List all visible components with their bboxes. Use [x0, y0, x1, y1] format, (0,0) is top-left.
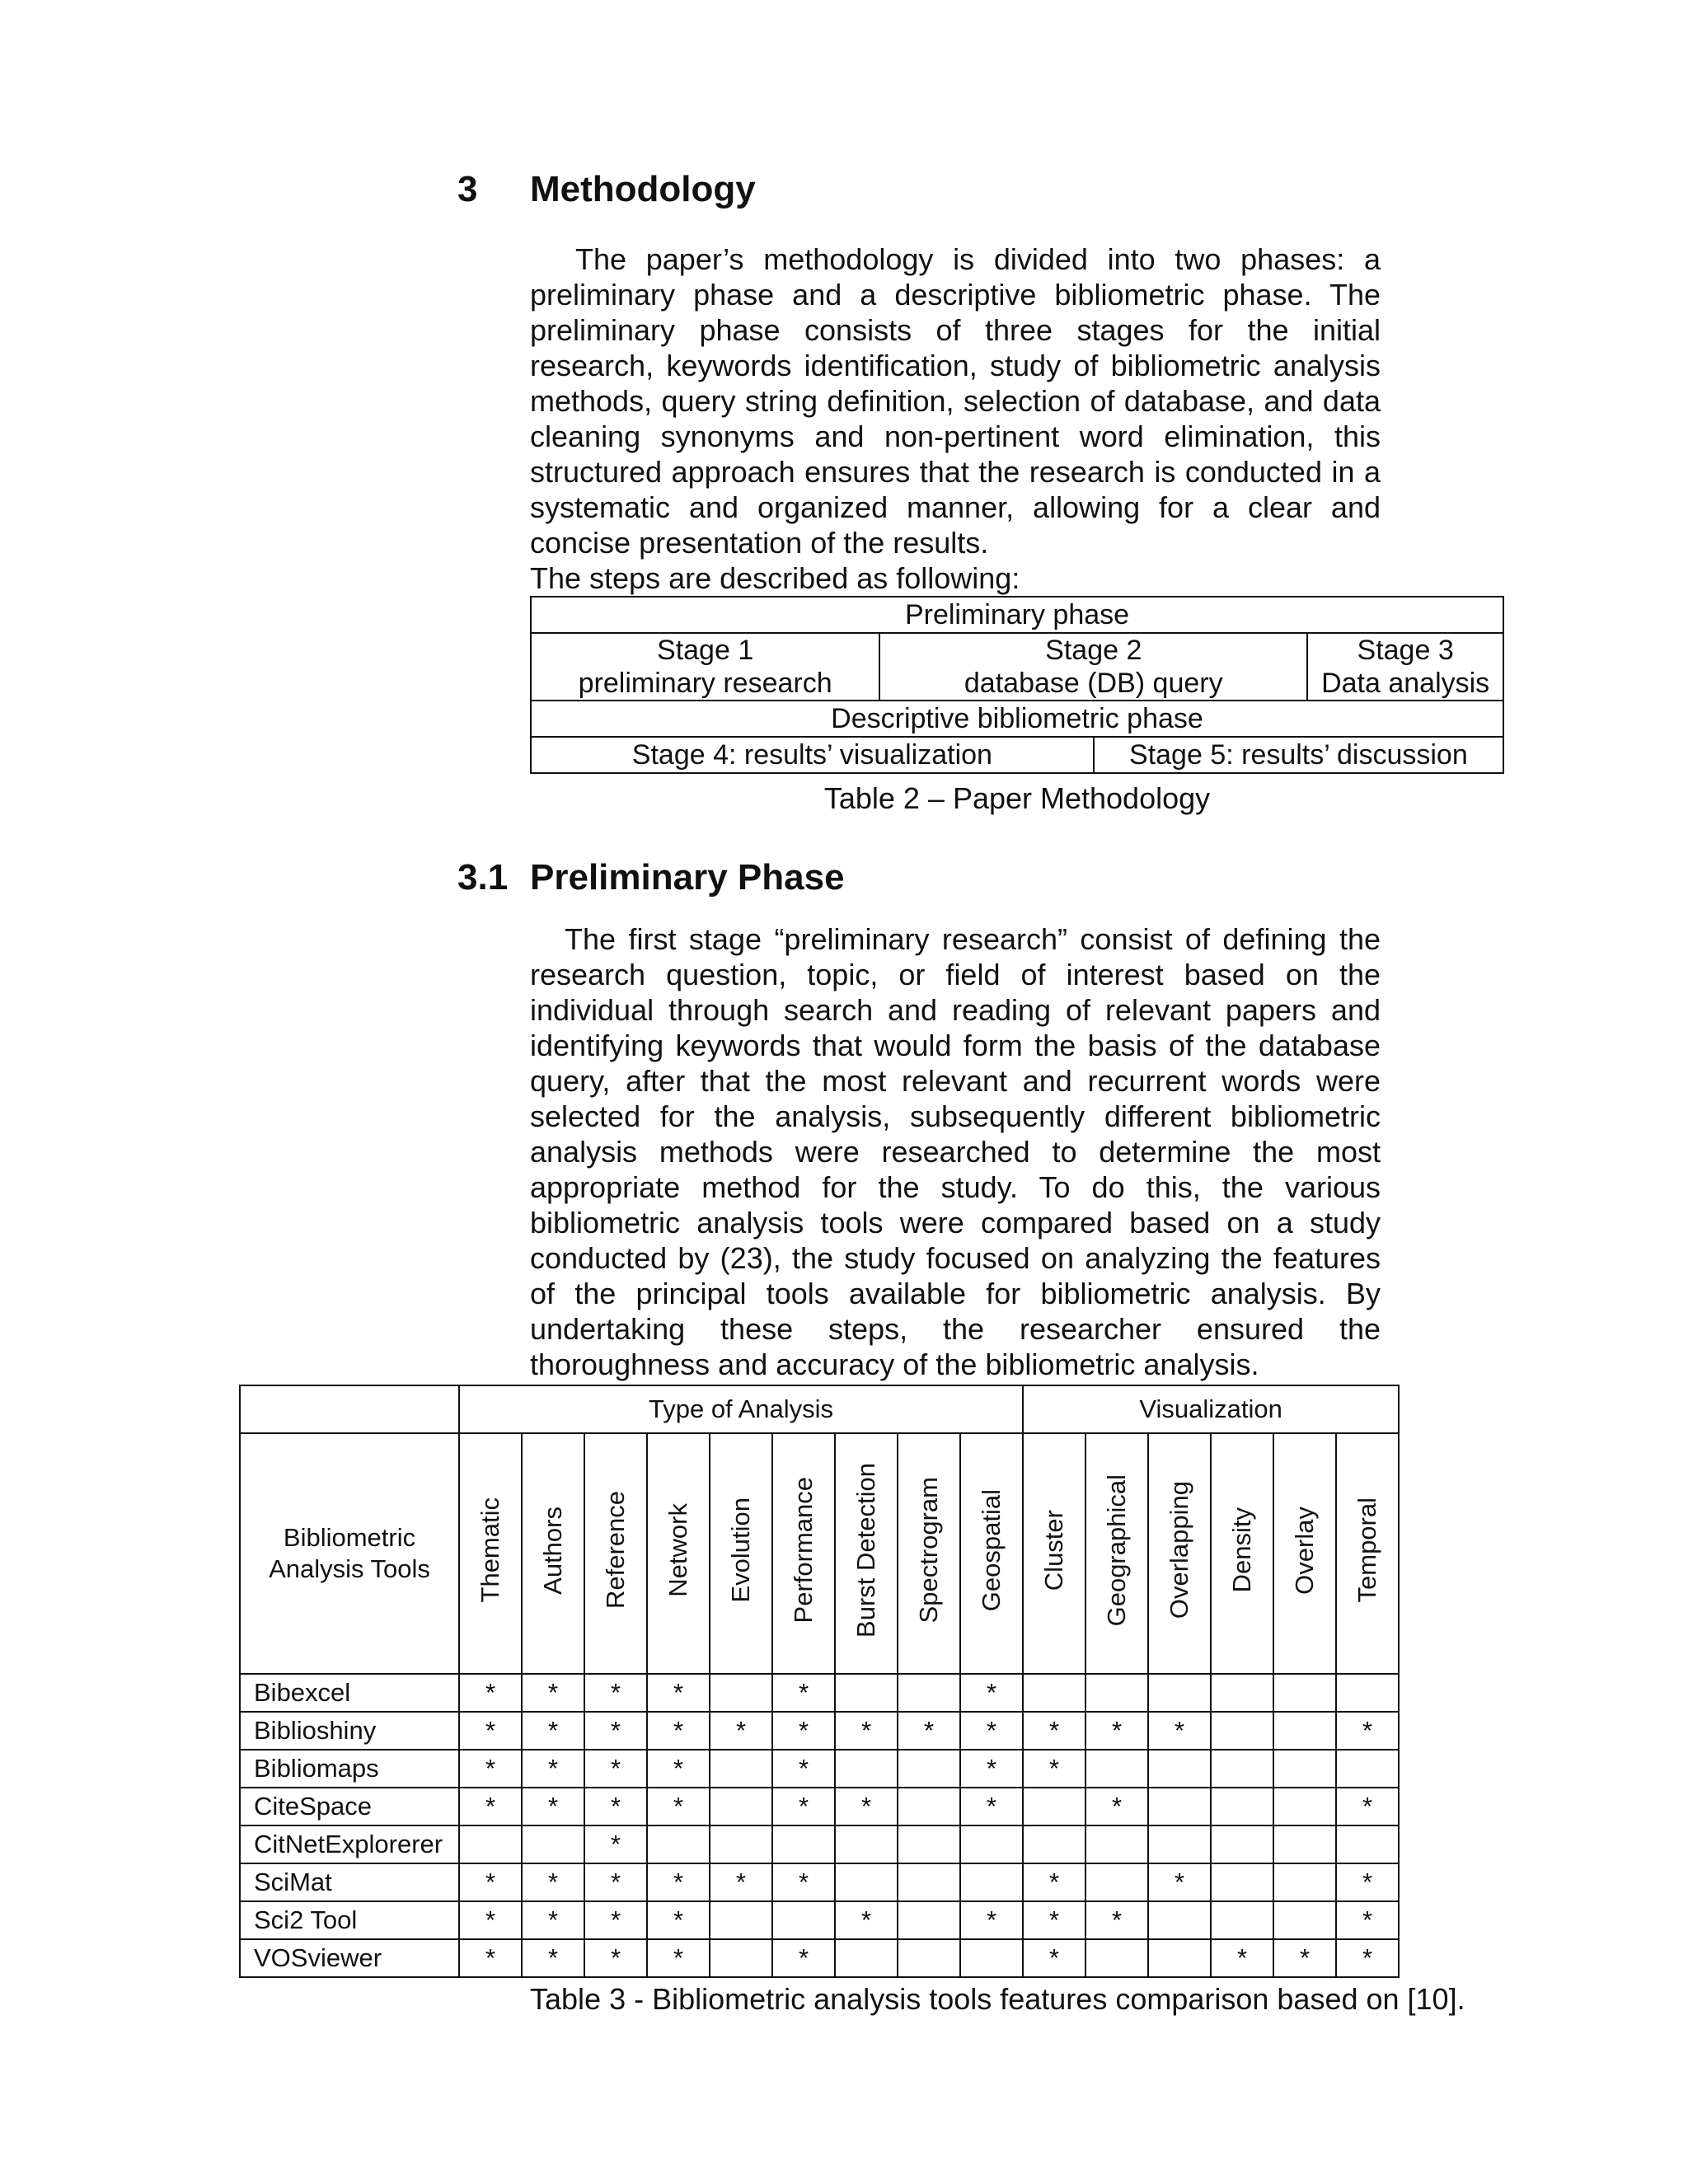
column-header [584, 1433, 647, 1674]
feature-cell [960, 1939, 1023, 1977]
feature-cell: * [647, 1901, 710, 1939]
column-header-label: Authors [538, 1506, 567, 1595]
feature-cell: * [584, 1863, 647, 1901]
stage-1-label: Stage 1 [657, 635, 754, 666]
feature-cell [835, 1939, 898, 1977]
feature-cell [1211, 1788, 1273, 1825]
subsection-title: Preliminary Phase [530, 857, 845, 898]
column-header-label: Burst Detection [851, 1463, 880, 1638]
column-header [772, 1433, 835, 1674]
column-header-label: Density [1227, 1507, 1257, 1593]
stage-1-desc: preliminary research [578, 668, 832, 699]
feature-cell [1211, 1825, 1273, 1863]
feature-cell: * [1273, 1939, 1336, 1977]
column-header [835, 1433, 898, 1674]
column-header [647, 1433, 710, 1674]
feature-cell: * [898, 1712, 960, 1750]
feature-cell [710, 1788, 772, 1825]
stage-3-desc: Data analysis [1321, 668, 1490, 699]
feature-cell [1211, 1750, 1273, 1788]
feature-cell [1211, 1674, 1273, 1712]
steps-intro: The steps are described as following: [530, 561, 1020, 595]
feature-cell [710, 1939, 772, 1977]
feature-cell: * [459, 1674, 522, 1712]
feature-cell [1148, 1939, 1211, 1977]
table-row [240, 1825, 1399, 1863]
tool-name: CitNetExplorerer [240, 1825, 459, 1863]
column-header [522, 1433, 584, 1674]
feature-cell: * [584, 1674, 647, 1712]
feature-cell: * [960, 1788, 1023, 1825]
tool-name: Bibexcel [240, 1674, 459, 1712]
feature-cell [1085, 1825, 1148, 1863]
feature-cell [1211, 1863, 1273, 1901]
feature-cell [1148, 1674, 1211, 1712]
descriptive-phase-header: Descriptive bibliometric phase [531, 701, 1503, 737]
feature-cell [1023, 1674, 1085, 1712]
feature-cell: * [1023, 1863, 1085, 1901]
feature-cell: * [584, 1901, 647, 1939]
feature-cell [459, 1825, 522, 1863]
table-row [240, 1939, 1399, 1977]
feature-cell [898, 1901, 960, 1939]
column-header-label: Reference [601, 1491, 630, 1610]
feature-cell [1273, 1712, 1336, 1750]
subsection-heading [457, 857, 845, 898]
feature-cell: * [584, 1939, 647, 1977]
feature-cell: * [1336, 1901, 1399, 1939]
feature-cell [898, 1750, 960, 1788]
feature-cell: * [1085, 1901, 1148, 1939]
feature-cell: * [584, 1750, 647, 1788]
tool-name: Biblioshiny [240, 1712, 459, 1750]
feature-cell [1273, 1863, 1336, 1901]
stage-3-label: Stage 3 [1357, 635, 1454, 666]
column-header [1211, 1433, 1273, 1674]
column-header [1336, 1433, 1399, 1674]
table-row [240, 1712, 1399, 1750]
feature-cell [898, 1674, 960, 1712]
feature-cell [898, 1825, 960, 1863]
feature-cell: * [459, 1939, 522, 1977]
feature-cell [1273, 1674, 1336, 1712]
feature-cell [835, 1863, 898, 1901]
feature-cell [1148, 1788, 1211, 1825]
feature-cell: * [835, 1901, 898, 1939]
feature-cell [710, 1901, 772, 1939]
column-header-label: Overlay [1290, 1506, 1320, 1595]
feature-cell [1023, 1825, 1085, 1863]
feature-cell [898, 1788, 960, 1825]
feature-cell [522, 1825, 584, 1863]
stage-2-label: Stage 2 [1045, 635, 1142, 666]
feature-cell [1273, 1825, 1336, 1863]
column-header [960, 1433, 1023, 1674]
tools-comparison-table [239, 1385, 1400, 1978]
feature-cell [647, 1825, 710, 1863]
feature-cell [1273, 1788, 1336, 1825]
feature-cell: * [1336, 1788, 1399, 1825]
feature-cell [835, 1750, 898, 1788]
feature-cell: * [960, 1901, 1023, 1939]
table-2-caption: Table 2 – Paper Methodology [823, 781, 1211, 815]
corner-cell [240, 1385, 459, 1433]
feature-cell: * [459, 1901, 522, 1939]
feature-cell [1148, 1901, 1211, 1939]
column-header-label: Overlapping [1165, 1481, 1194, 1619]
feature-cell: * [772, 1939, 835, 1977]
feature-cell: * [960, 1750, 1023, 1788]
feature-cell [772, 1901, 835, 1939]
stage-4-cell: Stage 4: results’ visualization [531, 737, 1094, 773]
visualization-header: Visualization [1023, 1385, 1399, 1433]
feature-cell: * [1336, 1939, 1399, 1977]
column-header [459, 1433, 522, 1674]
feature-cell: * [772, 1750, 835, 1788]
feature-cell: * [960, 1674, 1023, 1712]
feature-cell: * [647, 1750, 710, 1788]
feature-cell: * [772, 1788, 835, 1825]
column-header [1085, 1433, 1148, 1674]
feature-cell [898, 1863, 960, 1901]
feature-cell: * [1211, 1939, 1273, 1977]
feature-cell: * [772, 1674, 835, 1712]
section-heading [457, 169, 756, 210]
feature-cell: * [522, 1788, 584, 1825]
feature-cell: * [522, 1863, 584, 1901]
feature-cell [772, 1825, 835, 1863]
feature-cell [1336, 1750, 1399, 1788]
feature-cell: * [1023, 1712, 1085, 1750]
table-row [240, 1750, 1399, 1788]
feature-cell: * [835, 1788, 898, 1825]
feature-cell: * [1336, 1712, 1399, 1750]
feature-cell: * [1336, 1863, 1399, 1901]
feature-cell: * [647, 1939, 710, 1977]
feature-cell: * [1148, 1712, 1211, 1750]
feature-cell [1211, 1712, 1273, 1750]
feature-cell: * [584, 1712, 647, 1750]
feature-cell: * [1023, 1750, 1085, 1788]
feature-cell: * [710, 1712, 772, 1750]
column-header-label: Spectrogram [914, 1477, 943, 1624]
column-header [898, 1433, 960, 1674]
feature-cell [710, 1750, 772, 1788]
feature-cell [1336, 1674, 1399, 1712]
column-header-label: Evolution [726, 1497, 755, 1603]
stage-2-desc: database (DB) query [964, 668, 1223, 699]
feature-cell: * [522, 1939, 584, 1977]
feature-cell [960, 1825, 1023, 1863]
feature-cell: * [960, 1712, 1023, 1750]
feature-cell: * [459, 1750, 522, 1788]
feature-cell: * [584, 1788, 647, 1825]
tools-header: Bibliometric Analysis Tools [240, 1433, 459, 1674]
feature-cell [960, 1863, 1023, 1901]
feature-cell: * [459, 1863, 522, 1901]
feature-cell: * [772, 1863, 835, 1901]
feature-cell [1085, 1674, 1148, 1712]
methodology-paragraph-text: The paper’s methodology is divided into two phases: a preliminary phase and a descriptive bibliometric phase. The preliminary phase consists of three stages for the initial research, keywords identification, study of bibliometric analysis methods, query string definition, selection of database, and data cleaning synonyms and non-pertinent word elimination, this structured approach ensures that the research is conducted in a systematic and organized manner, allowing for a clear and concise presentation of the results. [530, 242, 1381, 560]
feature-cell: * [459, 1788, 522, 1825]
feature-cell [1273, 1901, 1336, 1939]
methodology-paragraph [530, 241, 1381, 560]
tool-name: VOSviewer [240, 1939, 459, 1977]
column-header [1023, 1433, 1085, 1674]
feature-cell [1085, 1750, 1148, 1788]
feature-cell: * [459, 1712, 522, 1750]
column-header-label: Thematic [476, 1497, 504, 1603]
feature-cell: * [1148, 1863, 1211, 1901]
feature-cell: * [647, 1788, 710, 1825]
feature-cell: * [522, 1750, 584, 1788]
feature-cell: * [835, 1712, 898, 1750]
feature-cell: * [522, 1674, 584, 1712]
stage-1-cell [531, 633, 879, 701]
table-row [240, 1901, 1399, 1939]
feature-cell: * [772, 1712, 835, 1750]
feature-cell: * [1023, 1901, 1085, 1939]
feature-cell: * [1085, 1788, 1148, 1825]
feature-cell: * [522, 1712, 584, 1750]
feature-cell: * [647, 1863, 710, 1901]
section-number: 3 [457, 169, 478, 209]
table-row [240, 1863, 1399, 1901]
column-header-label: Performance [789, 1477, 818, 1624]
feature-cell [1336, 1825, 1399, 1863]
feature-cell: * [584, 1825, 647, 1863]
column-header-label: Network [663, 1503, 692, 1597]
feature-cell [1023, 1788, 1085, 1825]
table-row [240, 1788, 1399, 1825]
section-title: Methodology [530, 169, 756, 209]
feature-cell: * [1085, 1712, 1148, 1750]
feature-cell [1085, 1939, 1148, 1977]
column-header-label: Temporal [1353, 1497, 1382, 1603]
preliminary-phase-header: Preliminary phase [531, 597, 1503, 633]
feature-cell [1148, 1750, 1211, 1788]
stage-2-cell [879, 633, 1307, 701]
column-header-label: Geospatial [977, 1488, 1006, 1612]
table-row [240, 1674, 1399, 1712]
feature-cell: * [710, 1863, 772, 1901]
tool-name: CiteSpace [240, 1788, 459, 1825]
stage-3-cell [1307, 633, 1503, 701]
tool-name: Bibliomaps [240, 1750, 459, 1788]
feature-cell [835, 1674, 898, 1712]
column-header [710, 1433, 772, 1674]
feature-cell: * [647, 1712, 710, 1750]
feature-cell [1273, 1750, 1336, 1788]
feature-cell [835, 1825, 898, 1863]
tool-name: Sci2 Tool [240, 1901, 459, 1939]
preliminary-paragraph-text: The first stage “preliminary research” consist of defining the research question, topic, or field of interest based on the individual through search and reading of relevant papers and identifying keywords that would form the basis of the database query, after that the most relevant and recurrent words were selected for the analysis, subsequently different bibliometric analysis methods were researched to determine the most appropriate method for the study. To do this, the various bibliometric analysis tools were compared based on a study conducted by (23), the study focused on analyzing the features of the principal tools available for bibliometric analysis. By undertaking these steps, the researcher ensured the thoroughness and accuracy of the bibliometric analysis. [530, 922, 1381, 1381]
feature-cell: * [1023, 1939, 1085, 1977]
feature-cell [710, 1674, 772, 1712]
type-of-analysis-header: Type of Analysis [459, 1385, 1023, 1433]
stage-5-cell: Stage 5: results’ discussion [1094, 737, 1503, 773]
feature-cell [1148, 1825, 1211, 1863]
feature-cell: * [647, 1674, 710, 1712]
tool-name: SciMat [240, 1863, 459, 1901]
feature-cell [710, 1825, 772, 1863]
column-header [1148, 1433, 1211, 1674]
methodology-table [530, 596, 1504, 774]
preliminary-paragraph [530, 921, 1381, 1382]
column-header-label: Cluster [1039, 1509, 1069, 1591]
feature-cell [1211, 1901, 1273, 1939]
feature-cell [898, 1939, 960, 1977]
subsection-number: 3.1 [457, 857, 509, 898]
table-3-caption: Table 3 - Bibliometric analysis tools features comparison based on [10]. [530, 1982, 1465, 2016]
column-header [1273, 1433, 1336, 1674]
column-header-label: Geographical [1102, 1474, 1132, 1627]
feature-cell [1085, 1863, 1148, 1901]
feature-cell: * [522, 1901, 584, 1939]
